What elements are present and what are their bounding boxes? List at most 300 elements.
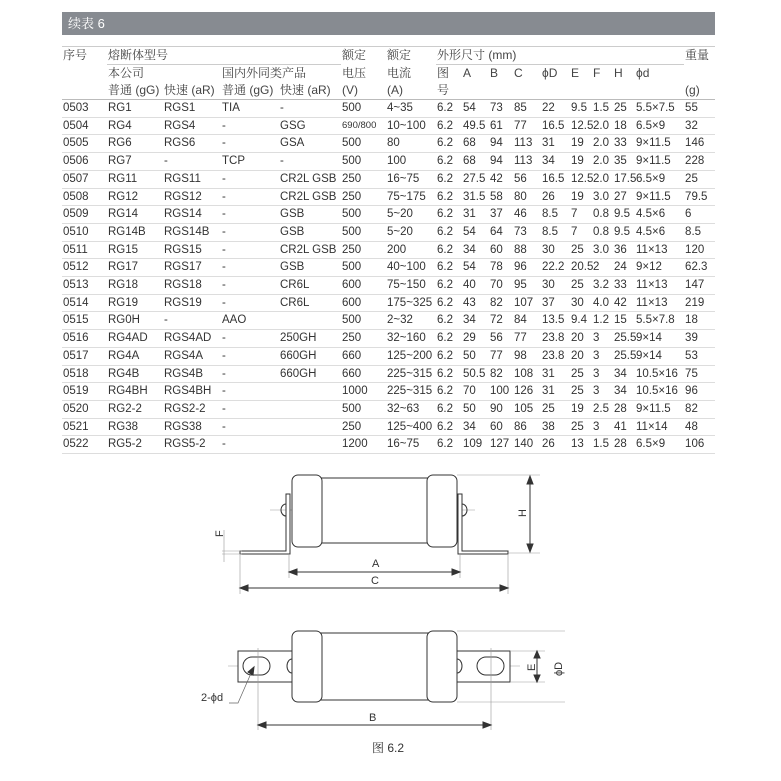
table-cell: 0513 (62, 277, 107, 295)
table-cell: 94 (489, 153, 513, 171)
table-cell: 10~100 (386, 117, 436, 135)
table-cell: 82 (489, 365, 513, 383)
table-cell: 16~75 (386, 170, 436, 188)
table-cell: GSB (279, 206, 341, 224)
label-phiD: ϕD (553, 661, 565, 676)
table-cell: 7 (570, 223, 592, 241)
table-cell: 54 (462, 223, 489, 241)
table-cell: 32 (684, 117, 715, 135)
table-title: 续表 6 (68, 16, 105, 31)
table-cell: 96 (684, 383, 715, 401)
table-cell: 82 (489, 294, 513, 312)
table-cell: 11×13 (635, 294, 684, 312)
header-H: H (614, 66, 623, 80)
table-cell: 72 (489, 312, 513, 330)
header-phid: ϕd (636, 66, 650, 80)
table-cell: 50 (462, 400, 489, 418)
table-cell: 2.0 (592, 117, 613, 135)
header-domestic-normal: 普通 (gG) (221, 82, 279, 100)
table-cell: 228 (684, 153, 715, 171)
table-cell: CR2L GSB (279, 188, 341, 206)
table-cell: 22.2 (541, 259, 570, 277)
table-cell: 40 (462, 277, 489, 295)
table-cell: 250 (341, 170, 386, 188)
table-cell: 24 (613, 259, 635, 277)
table-cell: 0508 (62, 188, 107, 206)
table-cell: 77 (489, 347, 513, 365)
table-cell: 25.5 (613, 330, 635, 348)
header-B: B (490, 66, 499, 80)
table-cell: 6.2 (436, 365, 462, 383)
table-cell: 86 (513, 418, 541, 436)
table-cell: 50.5 (462, 365, 489, 383)
table-cell: 85 (513, 100, 541, 118)
table-cell: 127 (489, 436, 513, 454)
table-cell: 500 (341, 312, 386, 330)
table-cell: 146 (684, 135, 715, 153)
table-cell: RG1 (107, 100, 163, 118)
table-cell: 6.2 (436, 117, 462, 135)
header-domestic-fast: 快速 (aR) (279, 82, 341, 100)
table-cell: 4.5×6 (635, 223, 684, 241)
table-cell: 250 (341, 418, 386, 436)
table-cell: 20 (570, 330, 592, 348)
table-cell: 98 (513, 347, 541, 365)
table-cell: 53 (684, 347, 715, 365)
table-cell: 88 (513, 241, 541, 259)
table-cell: 6.2 (436, 418, 462, 436)
table-cell: 26 (541, 436, 570, 454)
header-C: C (514, 66, 523, 80)
header-E: E (571, 66, 580, 80)
table-cell: 690/800 (341, 117, 386, 135)
header-rated-current: 额定 (386, 47, 436, 65)
table-cell: 34 (541, 153, 570, 171)
table-cell: 10.5×16 (635, 383, 684, 401)
table-cell: RG11 (107, 170, 163, 188)
table-cell: CR6L (279, 294, 341, 312)
table-cell: RGS1 (163, 100, 221, 118)
table-cell: 4.5×6 (635, 206, 684, 224)
table-cell: 4~35 (386, 100, 436, 118)
table-cell: 200 (386, 241, 436, 259)
header-voltage-unit: (V) (341, 82, 386, 100)
table-cell: 20 (570, 347, 592, 365)
table-cell: 500 (341, 206, 386, 224)
table-cell: 31 (541, 135, 570, 153)
table-cell: 0503 (62, 100, 107, 118)
table-cell: GSB (279, 259, 341, 277)
table-cell: 100 (489, 383, 513, 401)
table-cell: 55 (684, 100, 715, 118)
header-domestic: 国内外同类产品 (222, 66, 307, 80)
table-cell: 2.0 (592, 135, 613, 153)
table-cell: GSG (279, 117, 341, 135)
table-cell: 49.5 (462, 117, 489, 135)
table-cell: RGS14 (163, 206, 221, 224)
table-cell: - (163, 312, 221, 330)
table-cell: 9.4 (570, 312, 592, 330)
table-cell: 125~400 (386, 418, 436, 436)
table-cell: - (279, 153, 341, 171)
table-cell: 6.2 (436, 294, 462, 312)
table-cell: - (221, 170, 279, 188)
table-cell: RGS2-2 (163, 400, 221, 418)
figure-caption: 图 6.2 (372, 741, 405, 755)
table-cell: RGS4A (163, 347, 221, 365)
table-cell: 25 (613, 100, 635, 118)
table-cell: CR2L GSB (279, 170, 341, 188)
header-weight: 重量 (684, 47, 715, 65)
table-cell: 1.5 (592, 100, 613, 118)
table-cell: 147 (684, 277, 715, 295)
table-cell: RG0H (107, 312, 163, 330)
table-cell: RG4B (107, 365, 163, 383)
table-cell: 25 (570, 277, 592, 295)
table-cell: 1.5 (592, 436, 613, 454)
table-cell: GSA (279, 135, 341, 153)
table-cell: 60 (489, 418, 513, 436)
table-cell: 38 (541, 418, 570, 436)
table-cell: 0515 (62, 312, 107, 330)
table-cell: 54 (462, 100, 489, 118)
table-cell: 225~315 (386, 365, 436, 383)
table-cell: 107 (513, 294, 541, 312)
table-cell: - (221, 188, 279, 206)
table-cell: 94 (489, 135, 513, 153)
table-cell: - (221, 400, 279, 418)
table-cell: CR6L (279, 277, 341, 295)
table-cell: 6.2 (436, 170, 462, 188)
table-cell: 5~20 (386, 223, 436, 241)
table-cell: 106 (684, 436, 715, 454)
table-cell: - (221, 436, 279, 454)
table-cell: 250 (341, 330, 386, 348)
table-cell: 73 (513, 223, 541, 241)
table-cell: - (221, 383, 279, 401)
table-cell: 9×12 (635, 259, 684, 277)
table-cell: 9×14 (635, 330, 684, 348)
table-cell: 27.5 (462, 170, 489, 188)
table-cell: RGS4B (163, 365, 221, 383)
table-cell: 13 (570, 436, 592, 454)
table-cell: 250 (341, 188, 386, 206)
table-cell: 13.5 (541, 312, 570, 330)
header-F: F (593, 66, 601, 80)
table-cell: 2.0 (592, 153, 613, 171)
table-cell: 25 (570, 383, 592, 401)
table-cell: 113 (513, 153, 541, 171)
table-cell: 19 (570, 400, 592, 418)
table-cell: 31 (462, 206, 489, 224)
table-cell: 23.8 (541, 330, 570, 348)
table-cell: 42 (489, 170, 513, 188)
table-cell: 0507 (62, 170, 107, 188)
table-cell: 6.2 (436, 153, 462, 171)
table-cell: 34 (462, 241, 489, 259)
label-E: E (526, 663, 538, 671)
table-cell: 6.2 (436, 312, 462, 330)
header-A: A (463, 66, 472, 80)
table-cell: - (221, 330, 279, 348)
table-cell: RGS17 (163, 259, 221, 277)
table-cell: 28 (613, 400, 635, 418)
table-cell: 8.5 (541, 223, 570, 241)
table-cell: 16~75 (386, 436, 436, 454)
table-cell: - (221, 294, 279, 312)
label-hole-diameter: 2-ϕd (201, 692, 224, 704)
table-cell: 9.5 (613, 206, 635, 224)
table-cell: 500 (341, 223, 386, 241)
table-cell: 8.5 (684, 223, 715, 241)
table-cell: RGS4 (163, 117, 221, 135)
table-cell: 22 (541, 100, 570, 118)
table-cell: 58 (489, 188, 513, 206)
table-cell: - (221, 347, 279, 365)
table-cell: RG38 (107, 418, 163, 436)
table-cell: 660 (341, 347, 386, 365)
table-cell: 250 (341, 241, 386, 259)
table-cell: 9×11.5 (635, 188, 684, 206)
table-cell: - (221, 135, 279, 153)
table-cell: 0.8 (592, 223, 613, 241)
table-cell: 19 (570, 188, 592, 206)
table-cell: 6.2 (436, 436, 462, 454)
table-cell: 6.5×9 (635, 436, 684, 454)
header-rated-voltage: 额定 (341, 47, 386, 65)
table-cell: 1000 (341, 383, 386, 401)
label-C: C (371, 575, 379, 587)
table-cell: AAO (221, 312, 279, 330)
table-cell: 50 (462, 347, 489, 365)
table-cell: 25 (570, 418, 592, 436)
table-cell: RG7 (107, 153, 163, 171)
table-cell: 0504 (62, 117, 107, 135)
table-cell: 70 (489, 277, 513, 295)
table-cell: 126 (513, 383, 541, 401)
table-cell: - (279, 100, 341, 118)
table-cell: RGS4BH (163, 383, 221, 401)
table-cell: 31 (541, 383, 570, 401)
header-model: 熔断体型号 (107, 47, 341, 65)
table-cell: 6.5×9 (635, 170, 684, 188)
header-weight-unit: (g) (684, 82, 715, 100)
table-cell: 0519 (62, 383, 107, 401)
table-cell: - (221, 418, 279, 436)
table-cell: RGS12 (163, 188, 221, 206)
table-cell: 120 (684, 241, 715, 259)
table-cell: 3 (592, 330, 613, 348)
table-cell: 33 (613, 135, 635, 153)
table-cell: 54 (462, 259, 489, 277)
table-cell: RG17 (107, 259, 163, 277)
table-cell: TCP (221, 153, 279, 171)
table-cell: 500 (341, 259, 386, 277)
table-cell: 56 (489, 330, 513, 348)
table-cell: RG12 (107, 188, 163, 206)
table-cell: 600 (341, 277, 386, 295)
table-cell: 68 (462, 135, 489, 153)
header-serial: 序号 (62, 47, 107, 65)
table-cell: 6.2 (436, 100, 462, 118)
table-cell: 100 (386, 153, 436, 171)
table-cell: 660GH (279, 365, 341, 383)
table-cell: 36 (613, 241, 635, 259)
table-cell: 25 (541, 400, 570, 418)
table-cell: 6.2 (436, 241, 462, 259)
table-cell: 34 (613, 365, 635, 383)
table-cell: 80 (386, 135, 436, 153)
table-cell: 33 (613, 277, 635, 295)
table-cell: 96 (513, 259, 541, 277)
table-cell: 11×13 (635, 241, 684, 259)
table-cell: RG4A (107, 347, 163, 365)
table-cell: 500 (341, 135, 386, 153)
table-cell: 6.2 (436, 223, 462, 241)
table-cell: 0511 (62, 241, 107, 259)
table-cell: 5.5×7.8 (635, 312, 684, 330)
table-cell: 56 (513, 170, 541, 188)
table-cell: 79.5 (684, 188, 715, 206)
table-cell: 0518 (62, 365, 107, 383)
table-cell: 17.5 (613, 170, 635, 188)
table-cell: 11×13 (635, 277, 684, 295)
table-cell: RG15 (107, 241, 163, 259)
table-cell: 30 (570, 294, 592, 312)
table-cell: 10.5×16 (635, 365, 684, 383)
table-cell: 6.2 (436, 188, 462, 206)
table-cell: RGS11 (163, 170, 221, 188)
table-cell: - (221, 241, 279, 259)
table-cell: - (221, 117, 279, 135)
table-cell: 95 (513, 277, 541, 295)
table-cell: RGS18 (163, 277, 221, 295)
table-cell: 3 (592, 418, 613, 436)
table-cell: RGS38 (163, 418, 221, 436)
table-cell: 34 (462, 312, 489, 330)
label-F: F (214, 530, 226, 537)
header-company: 本公司 (108, 66, 145, 80)
table-cell: 16.5 (541, 117, 570, 135)
table-cell: 64 (489, 223, 513, 241)
table-cell: - (221, 206, 279, 224)
table-cell: - (221, 259, 279, 277)
fuse-side-view (222, 475, 540, 594)
table-cell: RG5-2 (107, 436, 163, 454)
table-cell: 7 (570, 206, 592, 224)
table-cell: 35 (613, 153, 635, 171)
table-cell: 105 (513, 400, 541, 418)
table-cell: 75~150 (386, 277, 436, 295)
table-cell: 6.2 (436, 400, 462, 418)
table-cell: 0506 (62, 153, 107, 171)
table-cell: 40~100 (386, 259, 436, 277)
table-cell: 140 (513, 436, 541, 454)
table-cell: 18 (613, 117, 635, 135)
header-fig-2: 号 (436, 82, 462, 100)
table-cell: RGS5-2 (163, 436, 221, 454)
table-cell: 3 (592, 347, 613, 365)
table-cell: 25 (570, 241, 592, 259)
table-cell: RG6 (107, 135, 163, 153)
table-cell: 2 (592, 259, 613, 277)
table-cell: RGS4AD (163, 330, 221, 348)
table-cell: 2~32 (386, 312, 436, 330)
table-cell: 250GH (279, 330, 341, 348)
table-cell: 41 (613, 418, 635, 436)
table-cell: 26 (541, 188, 570, 206)
table-cell: 27 (613, 188, 635, 206)
table-cell: 6.2 (436, 135, 462, 153)
table-cell: 6.5×9 (635, 117, 684, 135)
table-cell: 18 (684, 312, 715, 330)
header-company-fast: 快速 (aR) (163, 82, 221, 100)
table-cell: - (221, 223, 279, 241)
label-B: B (369, 712, 377, 724)
table-cell: RG2-2 (107, 400, 163, 418)
header-current-unit: (A) (386, 82, 436, 100)
table-cell: 9.5 (570, 100, 592, 118)
table-cell: 1200 (341, 436, 386, 454)
table-cell: 0522 (62, 436, 107, 454)
table-cell: 0512 (62, 259, 107, 277)
table-cell: 0514 (62, 294, 107, 312)
table-cell: RGS19 (163, 294, 221, 312)
table-cell: 219 (684, 294, 715, 312)
table-cell: 34 (613, 383, 635, 401)
table-cell: 19 (570, 135, 592, 153)
table-cell: 500 (341, 400, 386, 418)
table-cell: 6.2 (436, 383, 462, 401)
table-cell: 12.5 (570, 170, 592, 188)
table-cell: 25.5 (613, 347, 635, 365)
table-cell: 62.3 (684, 259, 715, 277)
fuse-top-view (228, 631, 565, 730)
table-cell: RG4AD (107, 330, 163, 348)
table-cell: RGS14B (163, 223, 221, 241)
table-cell: 42 (613, 294, 635, 312)
table-cell: 6.2 (436, 206, 462, 224)
table-cell: 6 (684, 206, 715, 224)
table-cell: 60 (489, 241, 513, 259)
table-cell: 9×11.5 (635, 135, 684, 153)
table-cell: 77 (513, 117, 541, 135)
table-cell: 3 (592, 365, 613, 383)
table-cell: 25 (570, 365, 592, 383)
table-cell: 0505 (62, 135, 107, 153)
header-fig: 图 (437, 66, 450, 80)
table-cell: 43 (462, 294, 489, 312)
table-cell: 1.2 (592, 312, 613, 330)
table-cell: 6.2 (436, 259, 462, 277)
table-cell: 30 (541, 277, 570, 295)
table-cell: 75~175 (386, 188, 436, 206)
table-cell: 46 (513, 206, 541, 224)
table-cell: - (221, 277, 279, 295)
table-cell: 32~160 (386, 330, 436, 348)
table-cell: 9×11.5 (635, 153, 684, 171)
table-cell: 8.5 (541, 206, 570, 224)
table-cell: 0509 (62, 206, 107, 224)
table-cell: 175~325 (386, 294, 436, 312)
header-company-normal: 普通 (gG) (107, 82, 163, 100)
label-A: A (372, 558, 380, 570)
table-cell: 660GH (279, 347, 341, 365)
table-cell: RG14 (107, 206, 163, 224)
table-cell: 80 (513, 188, 541, 206)
table-cell: RG18 (107, 277, 163, 295)
table-cell: 68 (462, 153, 489, 171)
